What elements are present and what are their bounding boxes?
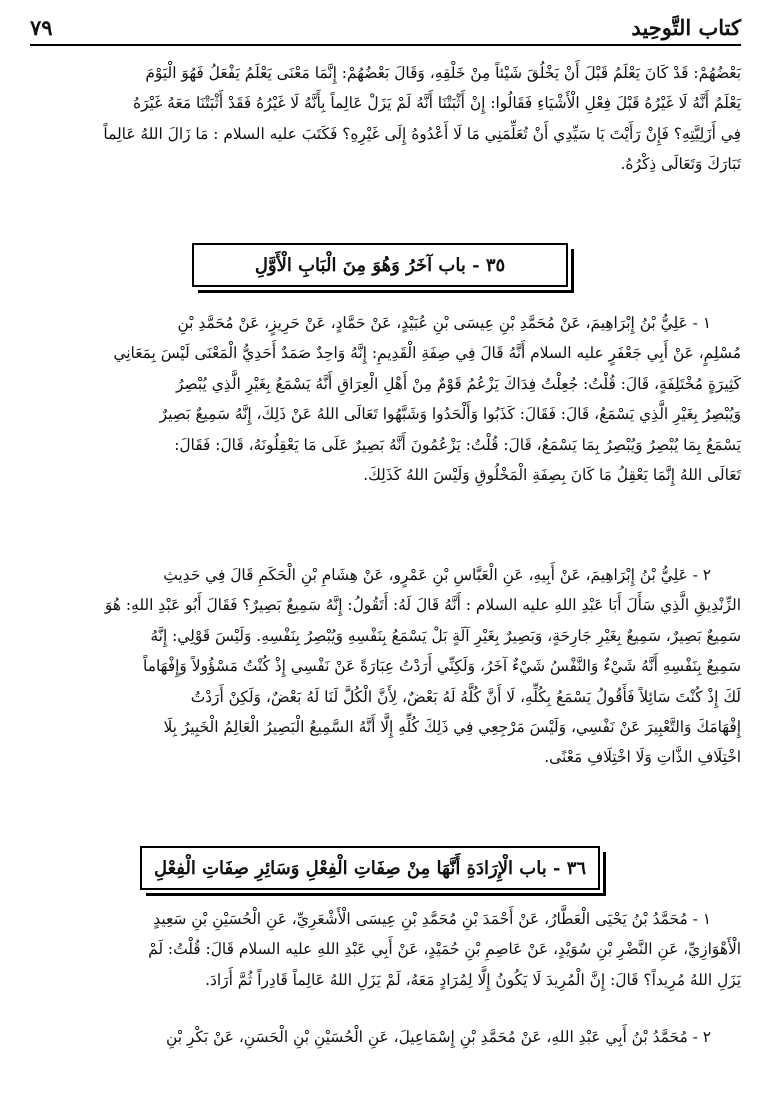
text-line: ١ - مُحَمَّدُ بْنُ يَحْيَى الْعَطَّارُ، عَنْ أَحْمَدَ بْنِ مُحَمَّدِ بْنِ عِيسَى الْأَشْعَرِيِّ، عَنِ الْحُسَيْنِ بْنِ سَعِيدٍ	[153, 910, 711, 928]
text-line: بَعْضُهُمْ: قَدْ كَانَ يَعْلَمُ قَبْلَ أَنْ يَخْلُقَ شَيْئاً مِنْ خَلْقِهِ، وَقَالَ بَعْضُهُمْ: إِنَّمَا مَعْنَى يَعْلَمُ يَفْعَلُ فَهُوَ الْيَوْمَ	[145, 64, 741, 82]
hadith-2	[30, 560, 741, 773]
heading-text: ٣٥ - باب آخَرُ وَهُوَ مِنَ الْبَابِ الْأَوَّلِ	[254, 254, 506, 276]
text-line: يَزَلِ اللهُ مُرِيداً؟ قَالَ: إِنَّ الْمُرِيدَ لَا يَكُونُ إِلَّا لِمُرَادٍ مَعَهُ، لَمْ يَزَلِ اللهُ عَالِماً قَادِراً ثُمَّ أَرَادَ.	[205, 970, 741, 989]
paragraph-continuation	[30, 58, 741, 180]
text-line: يَعْلَمُ أَنَّهُ لَا غَيْرُهُ قَبْلَ فِعْلِ الْأَشْيَاءِ فَقَالُوا: إِنْ أَثْبَتْنَا أَنَّهُ لَمْ يَزَلْ عَالِماً بِأَنَّهُ لَا غَيْرُهُ فَقَدْ أَثْبَتْنَا مَعَهُ غَيْرَهُ	[133, 94, 741, 113]
text-line: فِي أَزَلِيَّتِهِ؟ فَإِنْ رَأَيْتَ يَا سَيِّدِي أَنْ تُعَلِّمَنِي مَا لَا أَعْدُوهُ إِلَى غَيْرِهِ؟ فَكَتَبَ عليه السلام : مَا زَالَ اللهُ عَالِماً	[103, 124, 741, 143]
text-line: الْأَهْوَازِيِّ، عَنِ النَّضْرِ بْنِ سُوَيْدٍ، عَنْ عَاصِمِ بْنِ حُمَيْدٍ، عَنْ أَبِي عَبْدِ اللهِ عليه السلام قَالَ: قُلْتُ: لَمْ	[148, 940, 741, 959]
text-line: سَمِيعٌ بَصِيرٌ، سَمِيعٌ بِغَيْرِ جَارِحَةٍ، وَبَصِيرٌ بِغَيْرِ آلَةٍ بَلْ يَسْمَعُ بِنَفْسِهِ وَيُبْصِرُ بِنَفْسِهِ. وَلَيْسَ قَوْلِي: إِنَّهُ	[150, 626, 741, 645]
text-line: تَعَالَى اللهُ إِنَّمَا يَعْقِلُ مَا كَانَ بِصِفَةِ الْمَخْلُوقِ وَلَيْسَ اللهُ كَذَلِكَ.	[363, 466, 741, 485]
chapter-heading-35	[192, 243, 568, 287]
text-line: لَكَ إِذْ كُنْتَ سَائِلاً فَأَقُولُ يَسْمَعُ بِكُلِّهِ، لَا أَنَّ كُلَّهُ لَهُ بَعْضٌ، لِأَنَّ الْكُلَّ لَنَا لَهُ بَعْضٌ، وَلَكِنْ أَرَدْتُ	[190, 687, 741, 706]
text-line: اخْتِلَافِ الذَّاتِ وَلَا اخْتِلَافِ مَعْنًى.	[544, 748, 741, 767]
text-line: مُسْلِمٍ، عَنْ أَبِي جَعْفَرٍ عليه السلام أَنَّهُ قَالَ فِي صِفَةِ الْقَدِيمِ: إِنَّهُ وَاحِدٌ صَمَدٌ أَحَدِيُّ الْمَعْنَى لَيْسَ بِمَعَانِي	[113, 344, 741, 363]
text-line: إِفْهَامَكَ وَالتَّعْبِيرَ عَنْ نَفْسِي، وَلَيْسَ مَرْجِعِي فِي ذَلِكَ كُلِّهِ إِلَّا أَنَّهُ السَّمِيعُ الْبَصِيرُ الْعَالِمُ الْخَبِيرُ بِلَا	[163, 718, 741, 737]
book-title: كتاب التَّوحِيد	[631, 14, 741, 40]
page-number: ٧٩	[30, 14, 53, 40]
hadith-36-1	[30, 904, 741, 995]
text-line: كَثِيرَةٍ مُخْتَلِفَةٍ، قَالَ: قُلْتُ: جُعِلْتُ فِدَاكَ يَزْعُمُ قَوْمٌ مِنْ أَهْلِ الْعِرَاقِ أَنَّهُ يَسْمَعُ بِغَيْرِ الَّذِي يُبْصِرُ	[176, 374, 741, 393]
heading-text: ٣٦ - باب الْإِرَادَةِ أَنَّهَا مِنْ صِفَاتِ الْفِعْلِ وَسَائِرِ صِفَاتِ الْفِعْلِ	[153, 857, 587, 879]
text-line: الزِّنْدِيقِ الَّذِي سَأَلَ أَبَا عَبْدِ اللهِ عليه السلام : أَنَّهُ قَالَ لَهُ: أَتَقُولُ: إِنَّهُ سَمِيعٌ بَصِيرٌ؟ فَقَالَ أَبُو عَبْدِ اللهِ: هُوَ	[104, 596, 741, 615]
chapter-heading-36	[140, 846, 600, 890]
hadith-1	[30, 308, 741, 490]
text-line: ٢ - مُحَمَّدُ بْنُ أَبِي عَبْدِ اللهِ، عَنْ مُحَمَّدِ بْنِ إِسْمَاعِيلَ، عَنِ الْحُسَيْنِ بْنِ الْحَسَنِ، عَنْ بَكْرِ بْنِ	[165, 1028, 711, 1046]
text-line: تَبَارَكَ وَتَعَالَى ذِكْرُهُ.	[620, 155, 741, 174]
text-line: يَسْمَعُ بِمَا يُبْصِرُ وَيُبْصِرُ بِمَا يَسْمَعُ، قَالَ: قُلْتُ: يَزْعُمُونَ أَنَّهُ بَصِيرٌ عَلَى مَا يَعْقِلُونَهُ، قَالَ: فَقَالَ:	[174, 435, 741, 454]
header-rule	[30, 44, 741, 46]
hadith-36-2	[30, 1022, 741, 1052]
page-header	[30, 12, 741, 42]
text-line: ٢ - عَلِيُّ بْنُ إِبْرَاهِيمَ، عَنْ أَبِيهِ، عَنِ الْعَبَّاسِ بْنِ عَمْرٍو، عَنْ هِشَامِ بْنِ الْحَكَمِ قَالَ فِي حَدِيثِ	[163, 566, 711, 584]
text-line: وَيُبْصِرُ بِغَيْرِ الَّذِي يَسْمَعُ، قَالَ: فَقَالَ: كَذَبُوا وَأَلْحَدُوا وَشَبَّهُوا تَعَالَى اللهُ عَنْ ذَلِكَ، إِنَّهُ سَمِيعٌ بَصِيرٌ	[159, 405, 741, 424]
text-line: سَمِيعٌ بِنَفْسِهِ أَنَّهُ شَيْءٌ وَالنَّفْسُ شَيْءٌ آخَرُ، وَلَكِنِّي أَرَدْتُ عِبَارَةً عَنْ نَفْسِي إِذْ كُنْتُ مَسْؤُولاً وَإِفْهَاماً	[143, 657, 741, 676]
text-line: ١ - عَلِيُّ بْنُ إِبْرَاهِيمَ، عَنْ مُحَمَّدِ بْنِ عِيسَى بْنِ عُبَيْدٍ، عَنْ حَمَّادٍ، عَنْ حَرِيزٍ، عَنْ مُحَمَّدِ بْنِ	[177, 314, 711, 332]
